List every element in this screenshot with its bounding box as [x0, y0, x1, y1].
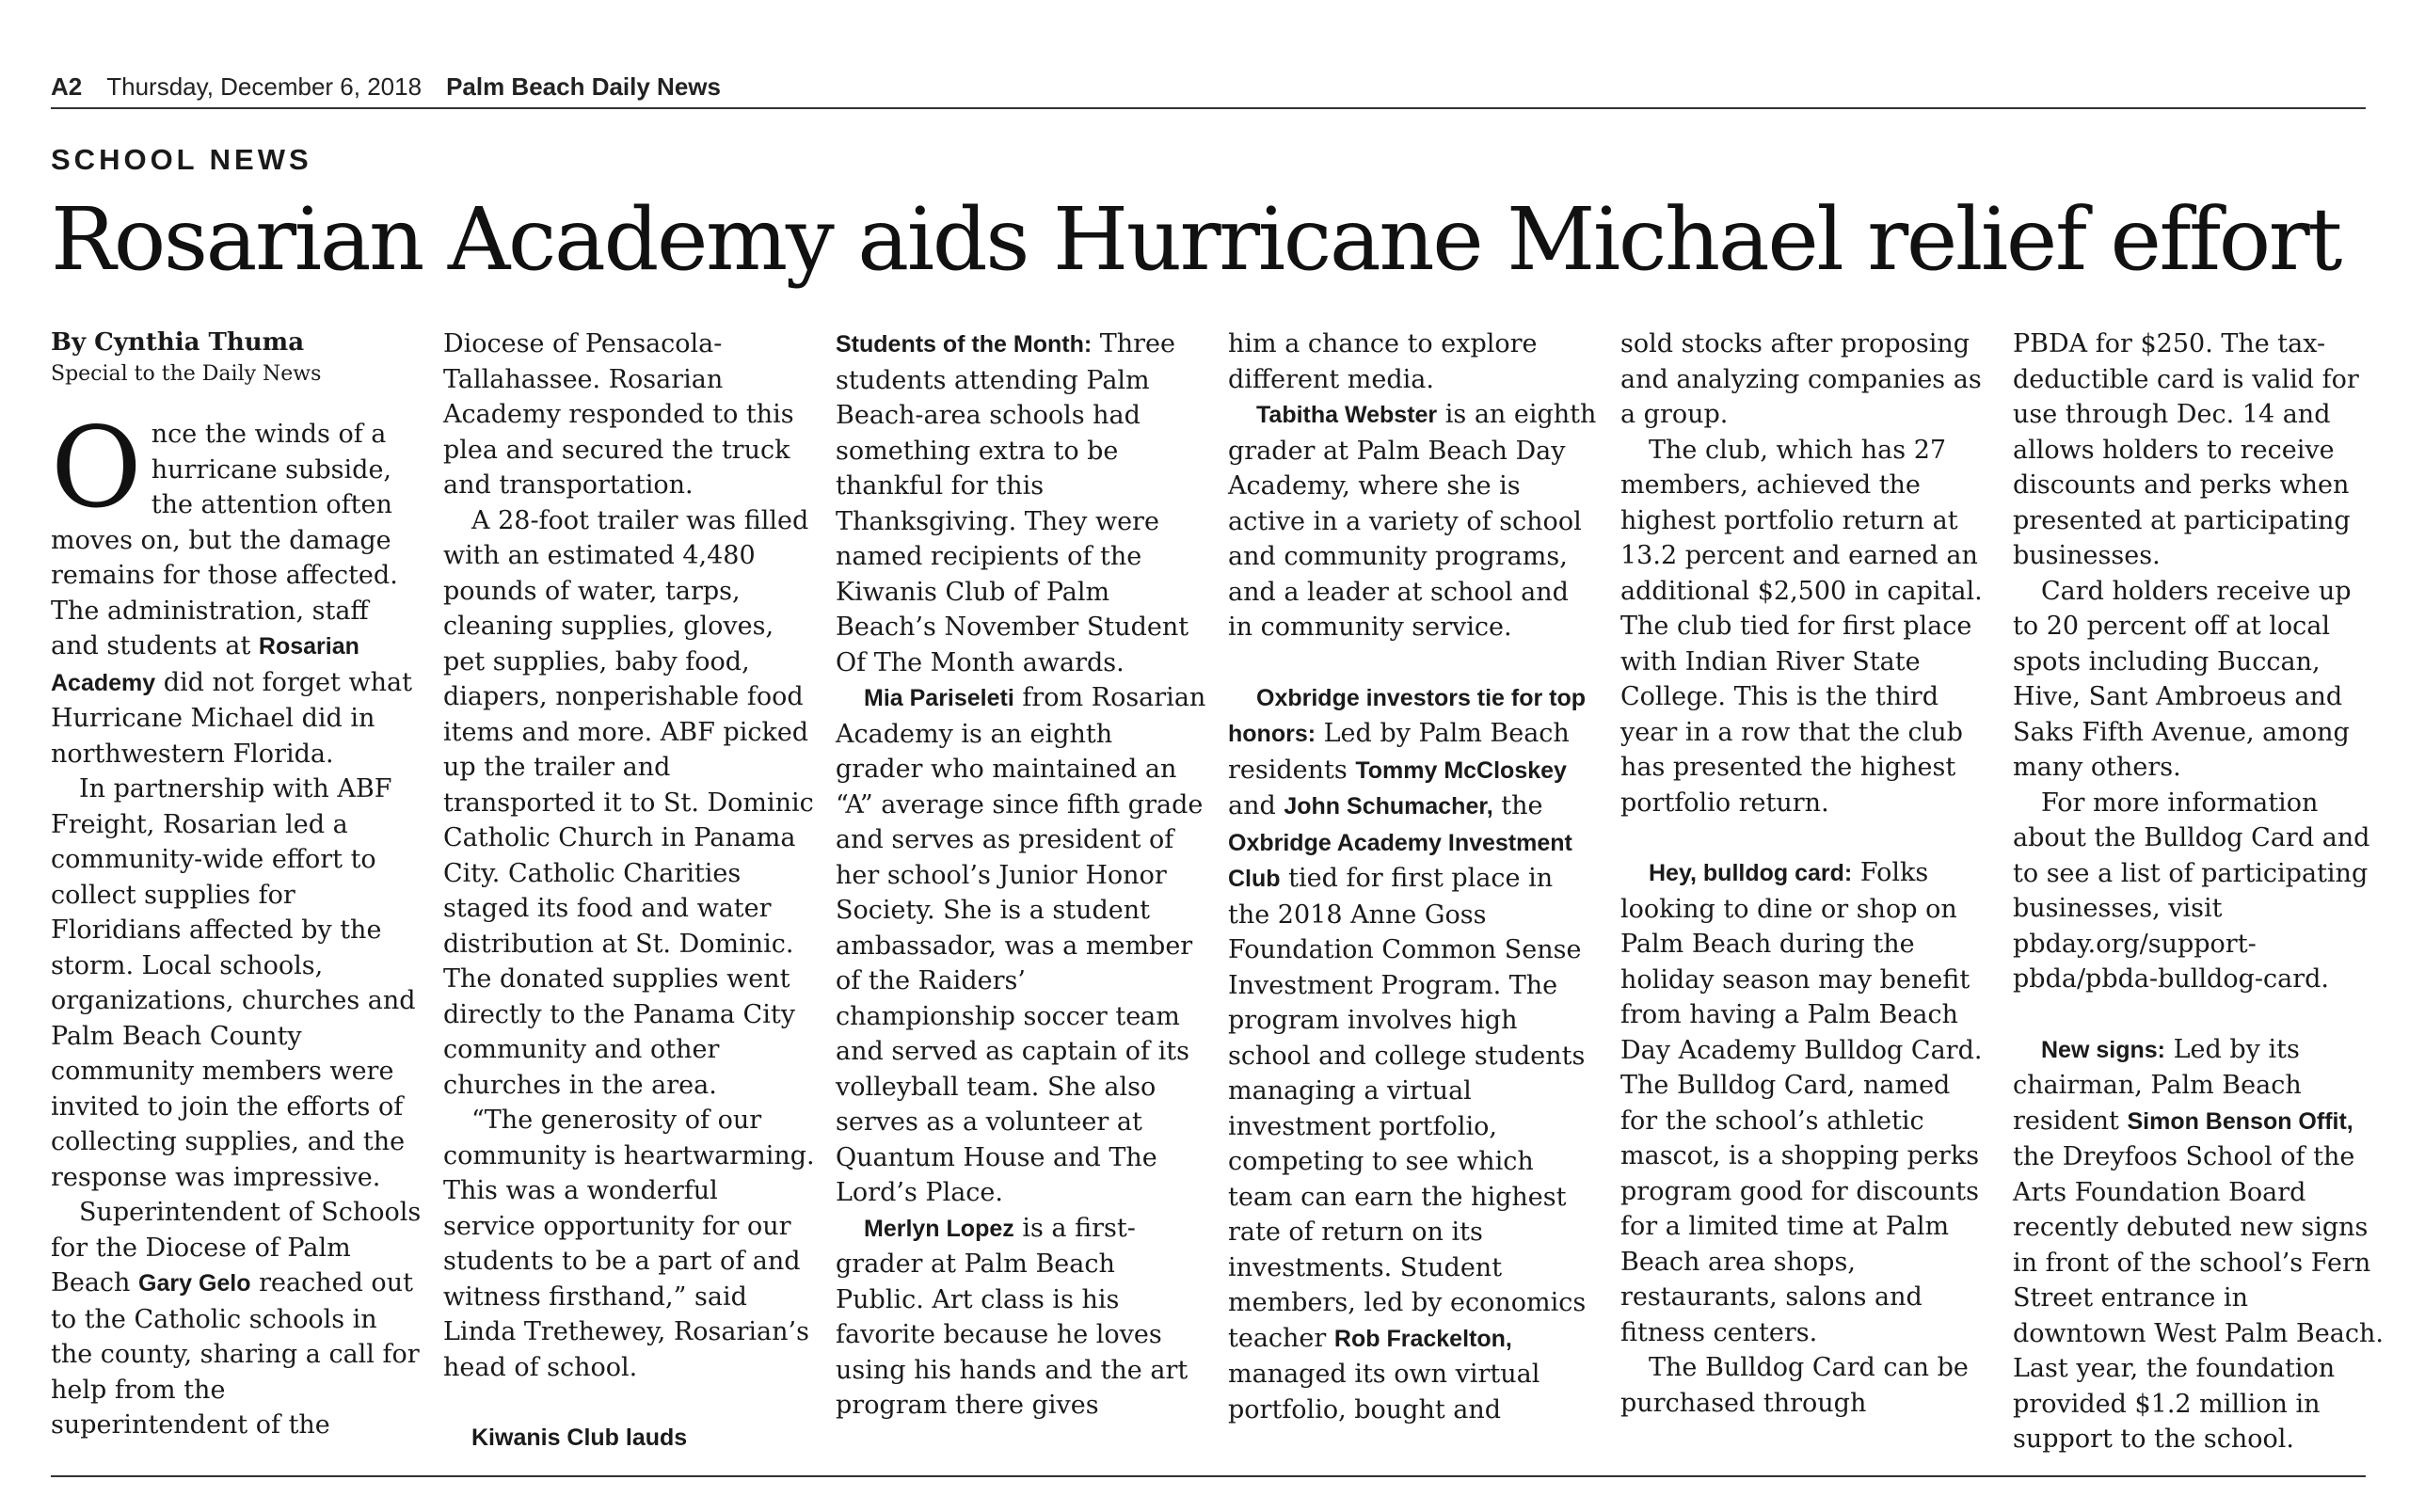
subhead: New signs:: [2041, 1036, 2165, 1063]
paragraph: sold stocks after proposing and analyzing companies as a group.: [1620, 329, 1982, 429]
text-run: Led by its chairman, Palm Beach resident: [2013, 1034, 2302, 1136]
subhead: [443, 1420, 815, 1456]
text-run: and: [1228, 791, 1284, 820]
paragraph: Card holders receive up to 20 percent off at local spots including Buccan, Hive, Sant Ambroeus and Saks Fifth Avenue, among many others.: [2013, 576, 2352, 782]
article-column-2: [443, 326, 815, 1456]
subhead: Hey, bulldog card:: [1649, 860, 1853, 886]
spacer: [443, 1385, 815, 1420]
top-rule: [51, 107, 2366, 109]
paragraph: Diocese of Pensacola-Tallahassee. Rosarian Academy responded to this plea and secured the truck and transportation.: [443, 329, 794, 500]
paragraph: PBDA for $250. The tax-deductible card is valid for use through Dec. 14 and allows holders to receive discounts and perks when presented at participating businesses.: [2013, 329, 2359, 570]
bold-name: Rosarian Academy: [51, 633, 359, 696]
byline-credit: Special to the Daily News: [51, 362, 322, 386]
text-run: nce the winds of a hurricane subside, the attention often moves on, but the damage remains for those affected. The administration, staff and students at: [51, 420, 398, 661]
paragraph: For more information about the Bulldog Card and to see a list of participating businesses, visit pbday.org/support-pbda/pbda-bulldog-card.: [2013, 788, 2370, 994]
bold-name: Oxbridge Academy Investment Club: [1228, 829, 1572, 892]
bold-name: Tommy McCloskey: [1355, 756, 1567, 784]
bold-name: Gary Gelo: [138, 1270, 251, 1297]
text-run: the: [1492, 791, 1543, 820]
article-column-6: [2013, 326, 2385, 1457]
paragraph: In partnership with ABF Freight, Rosarian led a community-wide effort to collect supplies for Floridians affected by the storm. Local schools, organizations, churches and Palm Beach County community members were invited to join the efforts of collecting supplies, and the response was impressive.: [51, 774, 416, 1192]
drop-cap: O: [51, 403, 142, 533]
spacer: [1228, 645, 1600, 680]
bold-name: Tabitha Webster: [1256, 402, 1438, 428]
paragraph: [2013, 1032, 2385, 1457]
text-run: from Rosarian Academy is an eighth grader who maintained an “A” average since fifth grade and serves as president of her school’s Junior Honor Society. She is a student ambassador, was a member of the Raiders’ championship soccer team and served as captain of its volleyball team. She also serves as a volunteer at Quantum House and The Lord’s Place.: [836, 683, 1206, 1207]
text-run: Folks looking to dine or shop on Palm Beach during the holiday season may benefit from having a Palm Beach Day Academy Bulldog Card. The Bulldog Card, named for the school’s athletic mascot, is a shopping perks program good for discounts for a limited time at Palm Beach area shops, restaurants, salons and fitness centers.: [1620, 858, 1983, 1347]
text-run: Led by Palm Beach residents: [1228, 719, 1570, 785]
subhead-text: Kiwanis Club lauds: [471, 1424, 688, 1451]
bold-name: Rob Frackelton,: [1333, 1325, 1512, 1352]
paragraph: [1228, 397, 1600, 645]
bottom-rule: [51, 1475, 2366, 1477]
publication-date: Thursday, December 6, 2018: [106, 72, 423, 101]
headline: Rosarian Academy aids Hurricane Michael relief effort: [51, 189, 2340, 290]
text-run: the Dreyfoos School of the Arts Foundation Board recently debuted new signs in front of the school’s Fern Street entrance in downtown West Palm Beach. Last year, the foundation provided $1.2 million in support to the school.: [2013, 1142, 2384, 1454]
bold-name: John Schumacher,: [1284, 793, 1493, 820]
bold-name: Simon Benson Offit,: [2127, 1107, 2353, 1135]
spacer: [1620, 820, 1992, 855]
paragraph: [51, 403, 423, 772]
newspaper-name: Palm Beach Daily News: [446, 72, 721, 101]
article-column-1: [51, 326, 423, 1443]
paragraph: [836, 326, 1207, 680]
subhead: Oxbridge investors tie for top honors:: [1228, 684, 1587, 747]
text-run: tied for first place in the 2018 Anne Goss Foundation Common Sense Investment Program. The program involves high school and college students managing a virtual investment portfolio, competing to see which team can earn the highest rate of return on its investments. Student members, led by economics teacher: [1228, 864, 1587, 1353]
spacer: [2013, 997, 2385, 1032]
text-run: did not forget what Hurricane Michael did in northwestern Florida.: [51, 667, 412, 769]
paragraph: [1620, 855, 1992, 1350]
text-run: is a first-grader at Palm Beach Public. Art class is his favorite because he loves using his hands and the art program there gives: [836, 1213, 1189, 1420]
paragraph: [836, 680, 1207, 1211]
text-run: Superintendent of Schools for the Diocese of Palm Beach: [51, 1198, 422, 1297]
paragraph: A 28-foot trailer was filled with an estimated 4,480 pounds of water, tarps, cleaning supplies, gloves, pet supplies, baby food, diapers, nonperishable food items and more. ABF picked up the trailer and transported it to St. Dominic Catholic Church in Panama City. Catholic Charities staged its food and water distribution at St. Dominic. The donated supplies went directly to the Panama City community and other churches in the area.: [443, 505, 814, 1100]
article-column-5: [1620, 326, 1992, 1421]
bold-name: Mia Pariseleti: [864, 685, 1014, 711]
paragraph: The Bulldog Card can be purchased through: [1620, 1353, 1969, 1418]
paragraph: [51, 1195, 423, 1443]
page-header: [51, 66, 2360, 107]
article-column-4: [1228, 326, 1600, 1427]
byline: By Cynthia Thuma: [51, 328, 305, 357]
subhead: Students of the Month:: [836, 331, 1093, 358]
paragraph: [836, 1211, 1207, 1424]
page-number: A2: [51, 72, 83, 101]
text-run: Three students attending Palm Beach-area schools had something extra to be thankful for this Thanksgiving. They were named recipients of the Kiwanis Club of Palm Beach’s November Student Of The Month awards.: [836, 329, 1189, 677]
section-label: SCHOOL NEWS: [51, 143, 312, 176]
bold-name: Merlyn Lopez: [864, 1215, 1014, 1242]
paragraph: him a chance to explore different media.: [1228, 329, 1538, 394]
paragraph: [1228, 680, 1600, 1428]
paragraph: The club, which has 27 members, achieved the highest portfolio return at 13.2 percent and earned an additional $2,500 in capital. The club tied for first place with Indian River State College. This is the third year in a row that the club has presented the highest portfolio return.: [1620, 435, 1983, 818]
text-run: is an eighth grader at Palm Beach Day Academy, where she is active in a variety of school and community programs, and a leader at school and in community service.: [1228, 400, 1597, 642]
text-run: reached out to the Catholic schools in the county, sharing a call for help from the superintendent of the: [51, 1268, 420, 1440]
paragraph: “The generosity of our community is heartwarming. This was a wonderful service opportunity for our students to be a part of and witness firsthand,” said Linda Trethewey, Rosarian’s head of school.: [443, 1106, 815, 1382]
text-run: managed its own virtual portfolio, bought and: [1228, 1360, 1540, 1424]
article-column-3: [836, 326, 1207, 1424]
